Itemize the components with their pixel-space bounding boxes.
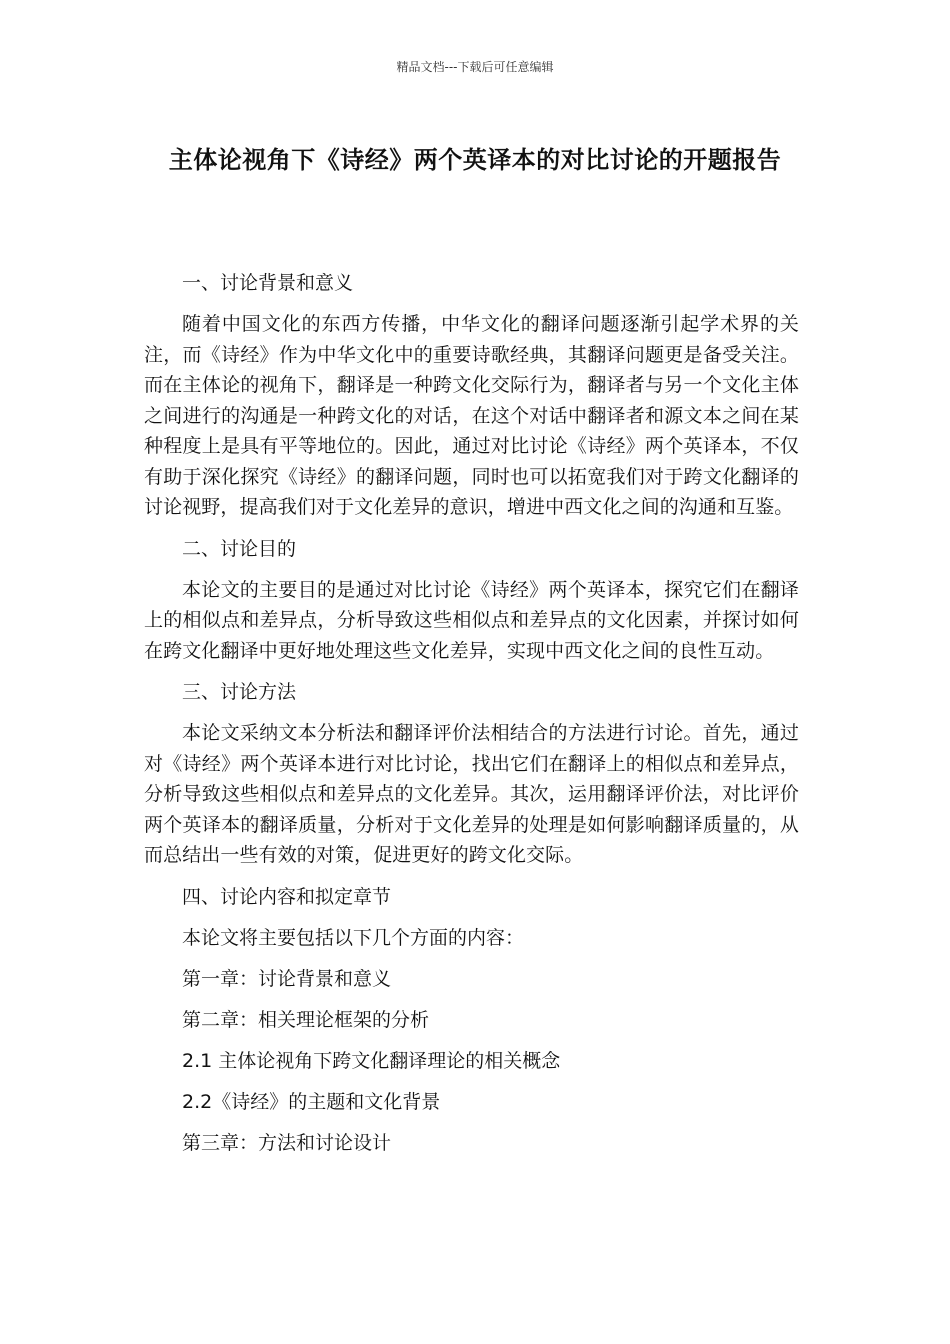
subsection-line-2-1: 2.1 主体论视角下跨文化翻译理论的相关概念 — [182, 1049, 561, 1072]
chapter-line-2: 第二章：相关理论框架的分析 — [182, 1008, 430, 1031]
section-heading-purpose: 二、讨论目的 — [182, 537, 297, 560]
chapter-line-1: 第一章：讨论背景和意义 — [182, 967, 392, 990]
subsection-line-2-2: 2.2《诗经》的主题和文化背景 — [182, 1090, 441, 1113]
document-title: 主体论视角下《诗经》两个英译本的对比讨论的开题报告 — [168, 146, 782, 174]
paragraph-purpose: 本论文的主要目的是通过对比讨论《诗经》两个英译本，探究它们在翻译上的相似点和差异点，分析导致这些相似点和差异点的文化因素，并探讨如何在跨文化翻译中更好地处理这些文化差异，实现中西文化之间的良性互动。 — [144, 578, 799, 662]
document-body — [144, 268, 799, 1169]
paragraph-background: 随着中国文化的东西方传播，中华文化的翻译问题逐渐引起学术界的关注，而《诗经》作为中华文化中的重要诗歌经典，其翻译问题更是备受关注。而在主体论的视角下，翻译是一种跨文化交际行为，翻译者与另一个文化主体之间进行的沟通是一种跨文化的对话，在这个对话中翻译者和源文本之间在某种程度上是具有平等地位的。因此，通过对比讨论《诗经》两个英译本，不仅有助于深化探究《诗经》的翻译问题，同时也可以拓宽我们对于跨文化翻译的讨论视野，提高我们对于文化差异的意识，增进中西文化之间的沟通和互鉴。 — [144, 313, 799, 518]
paragraph-method: 本论文采纳文本分析法和翻译评价法相结合的方法进行讨论。首先，通过对《诗经》两个英译本进行对比讨论，找出它们在翻译上的相似点和差异点，分析导致这些相似点和差异点的文化差异。其次，运用翻译评价法，对比评价两个英译本的翻译质量，分析对于文化差异的处理是如何影响翻译质量的，从而总结出一些有效的对策，促进更好的跨文化交际。 — [144, 722, 799, 866]
chapter-line-3: 第三章：方法和讨论设计 — [182, 1131, 392, 1154]
content-intro-line: 本论文将主要包括以下几个方面的内容： — [182, 926, 525, 949]
section-heading-background: 一、讨论背景和意义 — [182, 272, 354, 294]
header-note: 精品文档---下载后可任意编辑 — [396, 60, 554, 74]
section-heading-content: 四、讨论内容和拟定章节 — [182, 885, 392, 908]
section-heading-method: 三、讨论方法 — [182, 681, 297, 703]
